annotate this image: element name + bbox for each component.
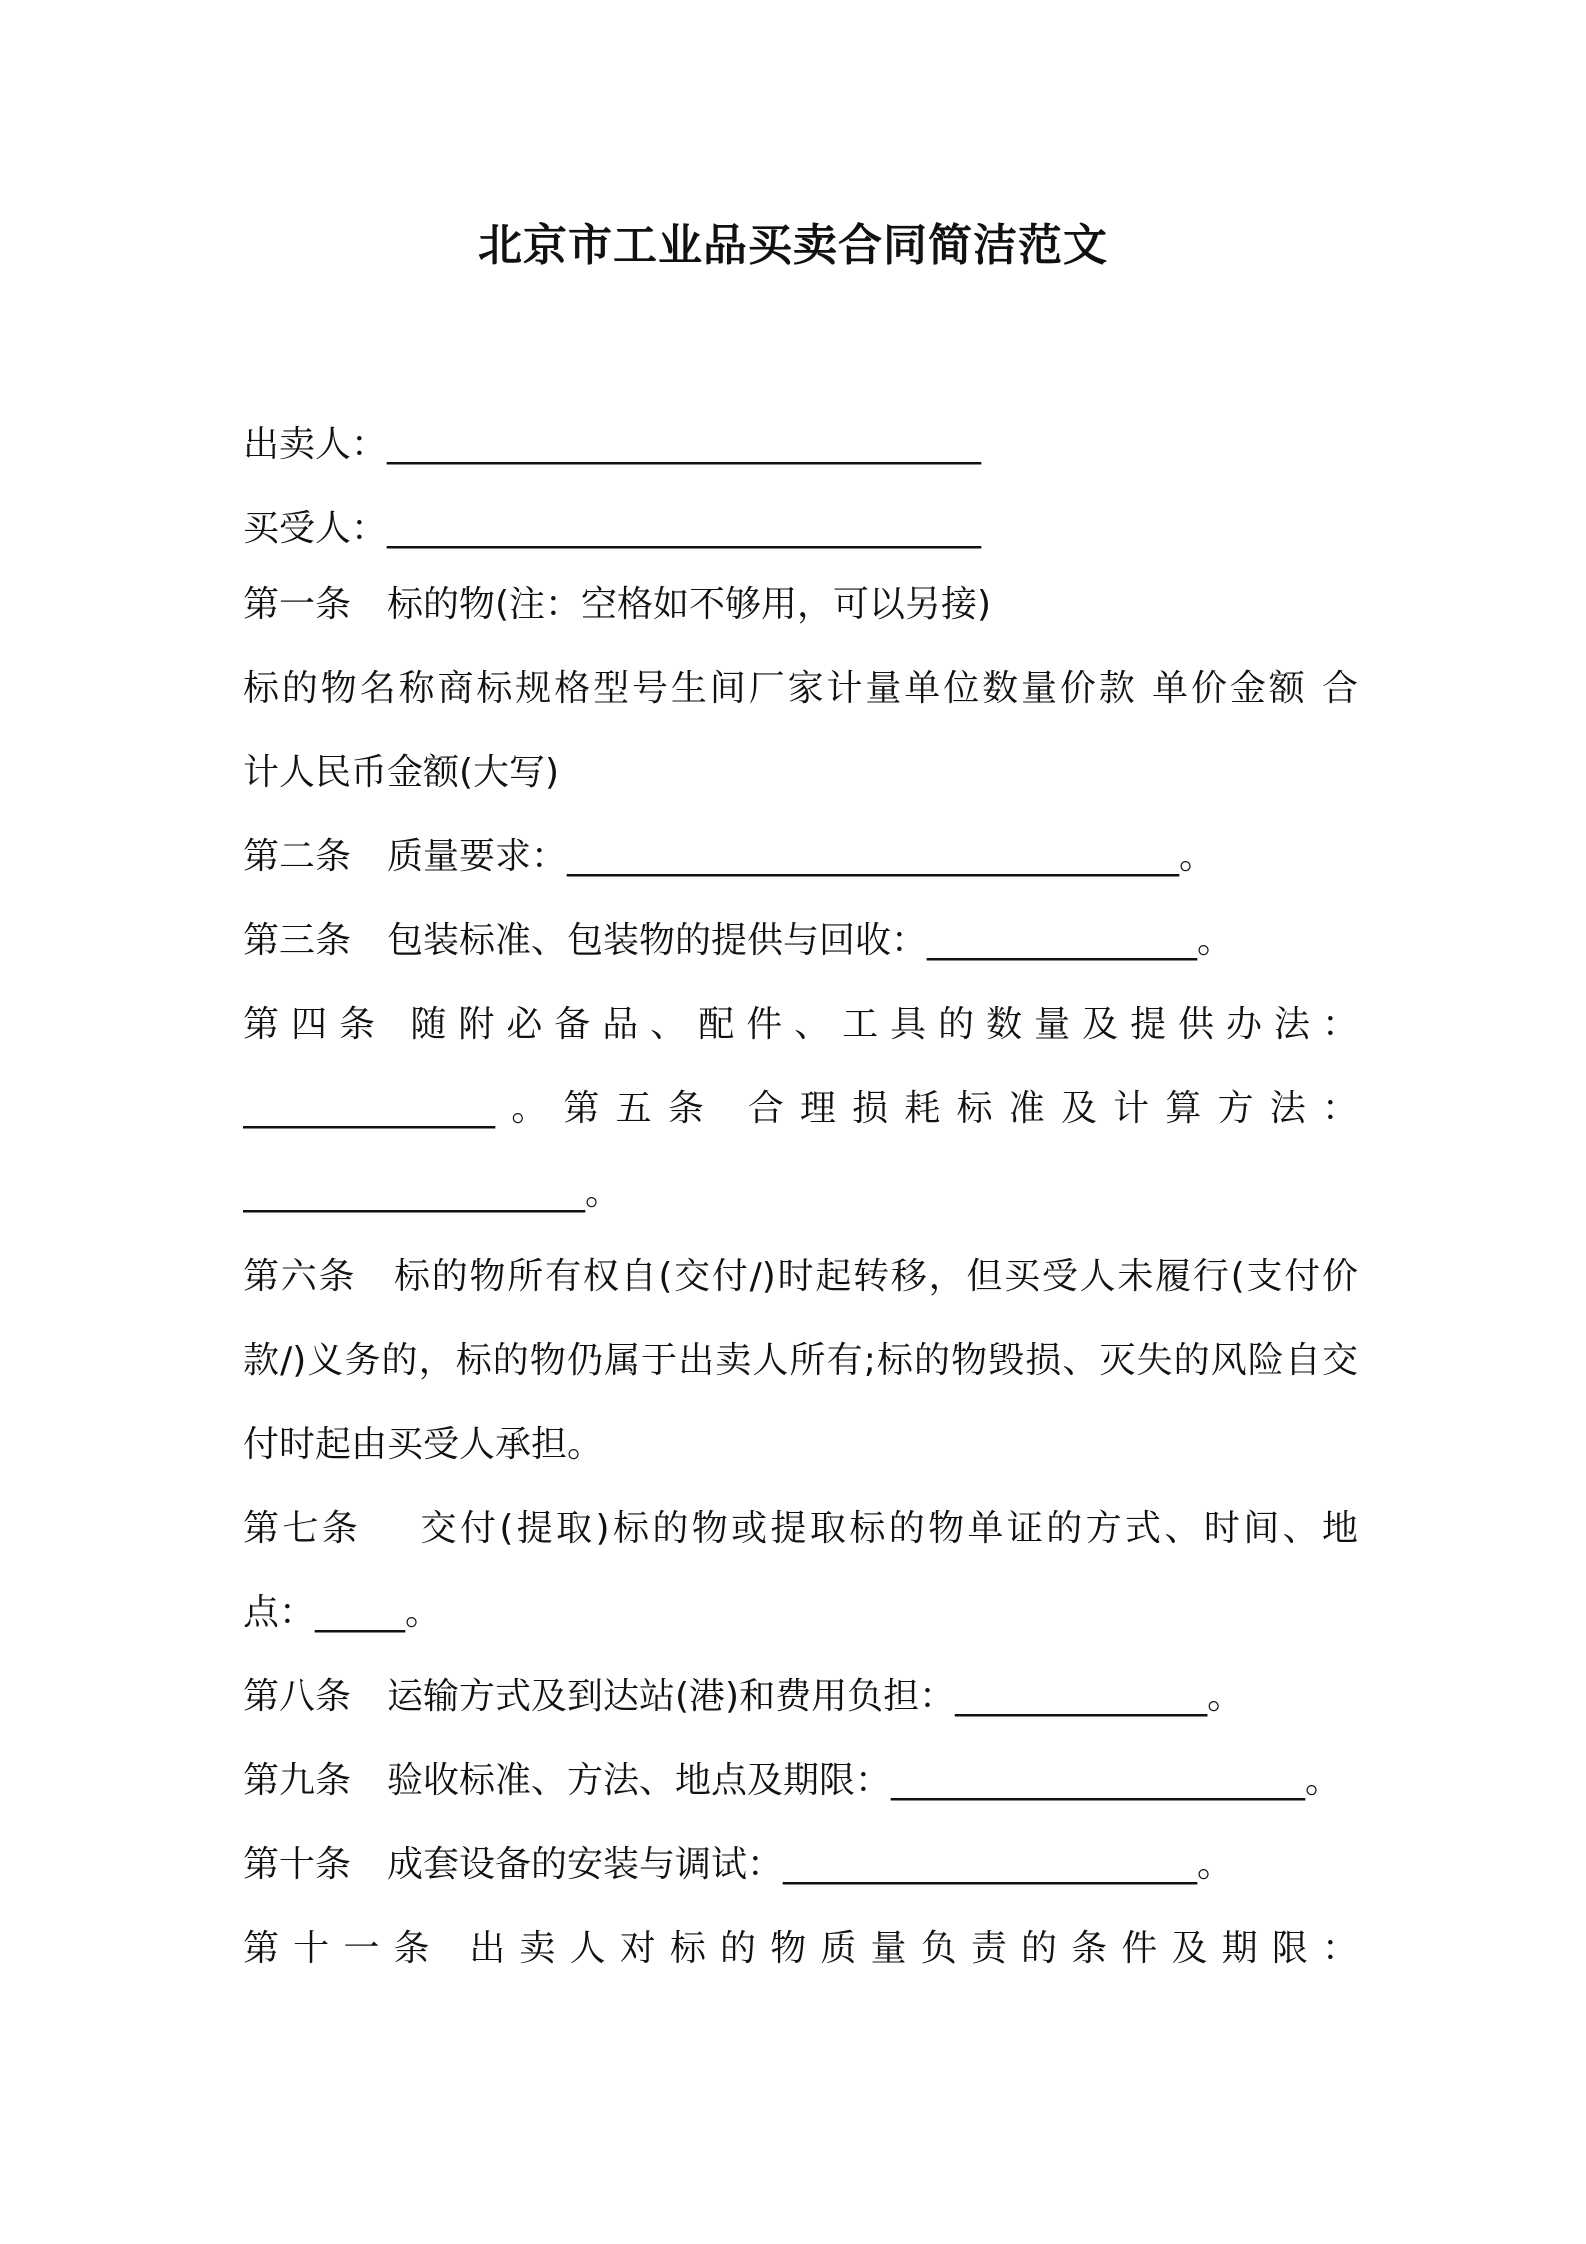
article-5-blank-line: ___________________。 — [243, 1172, 621, 1213]
document-title: 北京市工业品买卖合同简洁范文 — [478, 220, 1108, 271]
seller-line: 出卖人：_________________________________ — [243, 424, 982, 465]
article-4-5-line: ______________。第五条 合理损耗标准及计算方法： — [243, 1088, 1358, 1129]
article-1-fields-line-2: 计人民币金额(大写) — [243, 752, 560, 793]
article-2-text: 质量要求：__________________________________。 — [387, 836, 1216, 877]
article-7-label: 第七条 — [243, 1508, 362, 1549]
article-1-text: 标的物(注：空格如不够用，可以另接) — [387, 584, 992, 625]
article-6-line-2: 款/)义务的，标的物仍属于出卖人所有;标的物毁损、灭失的风险自交 — [243, 1340, 1358, 1381]
article-6-line-1 — [243, 1252, 1358, 1302]
article-9-label: 第九条 — [243, 1760, 352, 1801]
article-1-label: 第一条 — [243, 584, 352, 625]
article-6-line-3: 付时起由买受人承担。 — [243, 1424, 604, 1465]
article-1-fields-line-1: 标的物名称商标规格型号生间厂家计量单位数量价款 单价金额 合 — [243, 668, 1358, 709]
article-8 — [243, 1672, 1358, 1722]
article-2 — [243, 832, 1358, 882]
article-10-text: 成套设备的安装与调试：_______________________。 — [387, 1844, 1234, 1885]
article-4: 第四条 随附必备品、配件、工具的数量及提供办法： — [243, 1004, 1358, 1045]
article-6-label: 第六条 — [243, 1256, 357, 1297]
article-3 — [243, 916, 1358, 966]
article-3-label: 第三条 — [243, 920, 352, 961]
article-10-label: 第十条 — [243, 1844, 352, 1885]
article-8-text: 运输方式及到达站(港)和费用负担：______________。 — [387, 1676, 1244, 1717]
article-6-text-1: 标的物所有权自(交付/)时起转移，但买受人未履行(支付价 — [392, 1256, 1358, 1297]
article-7-line-2: 点：_____。 — [243, 1592, 442, 1633]
article-9 — [243, 1756, 1358, 1806]
article-2-label: 第二条 — [243, 836, 352, 877]
article-9-text: 验收标准、方法、地点及期限：_______________________。 — [387, 1760, 1342, 1801]
article-1-heading — [243, 580, 1358, 630]
article-11: 第十一条 出卖人对标的物质量负责的条件及期限： — [243, 1928, 1358, 1969]
buyer-line: 买受人：_________________________________ — [243, 508, 982, 549]
article-7-line-1 — [243, 1504, 1358, 1554]
article-8-label: 第八条 — [243, 1676, 352, 1717]
article-3-text: 包装标准、包装物的提供与回收：_______________。 — [387, 920, 1234, 961]
article-10 — [243, 1840, 1358, 1890]
article-7-text-1: 交付(提取)标的物或提取标的物单证的方式、时间、地 — [417, 1508, 1358, 1549]
